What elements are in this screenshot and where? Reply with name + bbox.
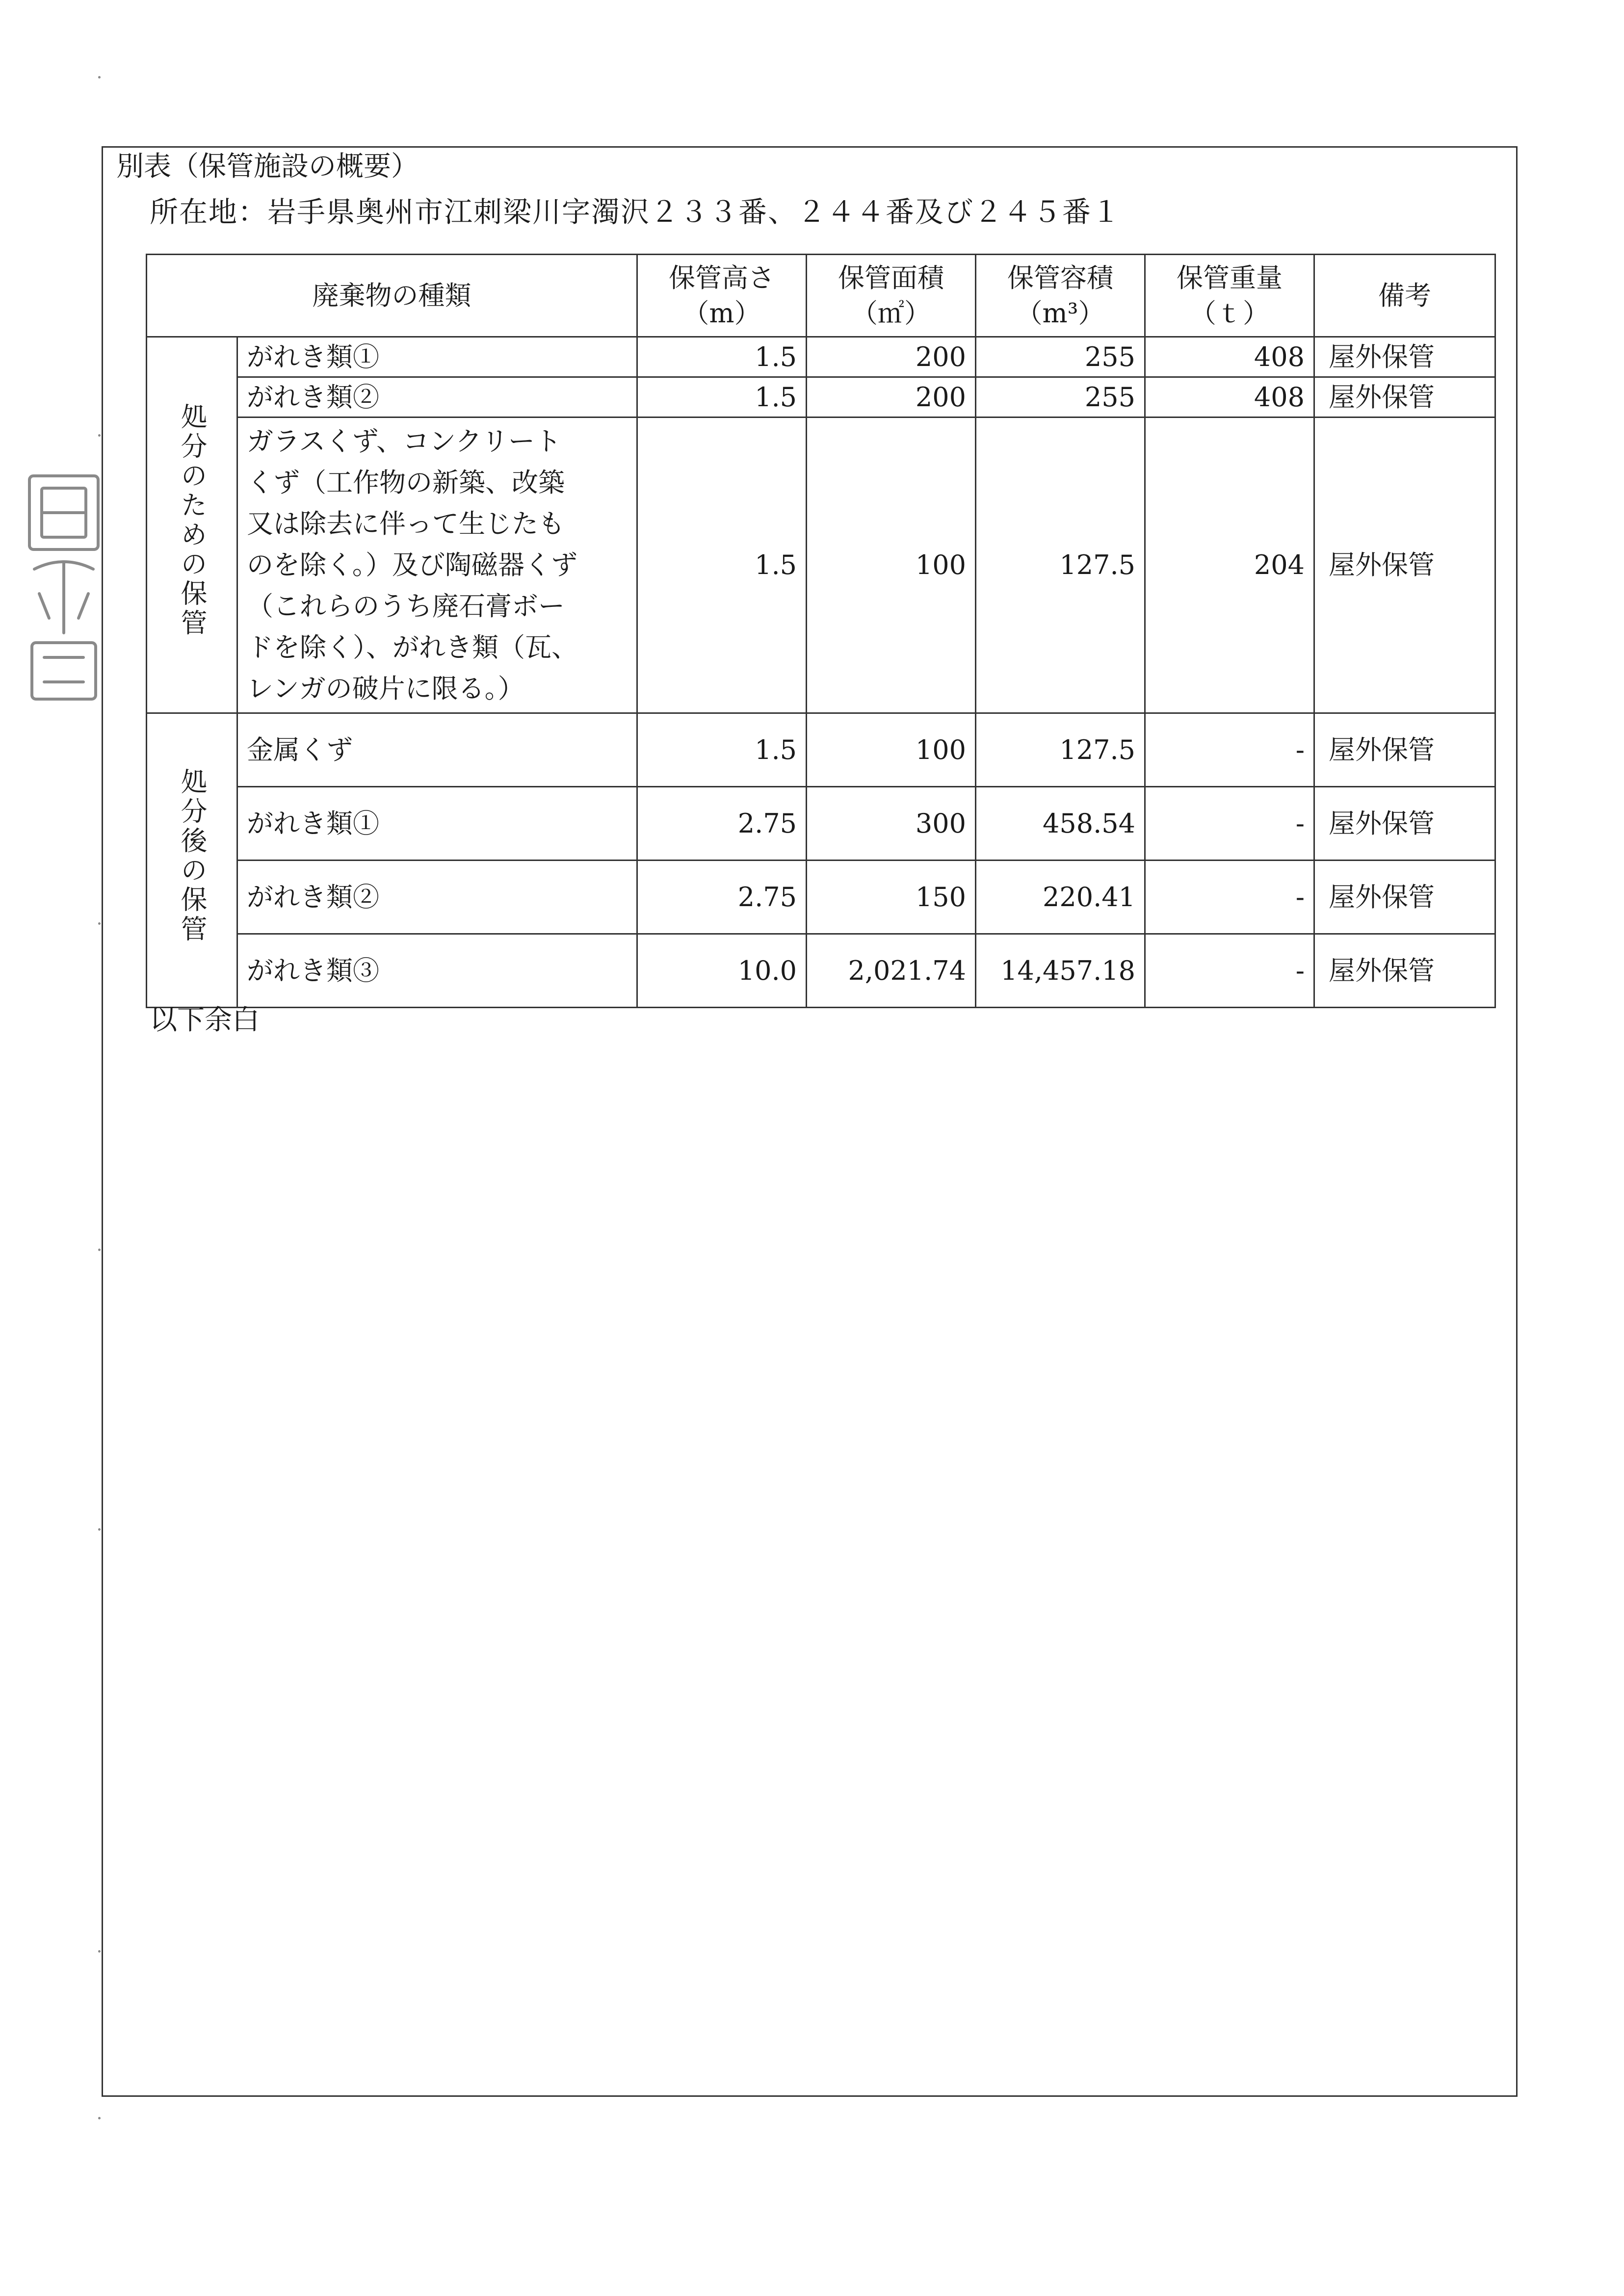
- storage-area: 100: [807, 417, 976, 713]
- remarks: 屋外保管: [1314, 337, 1495, 377]
- table-row: [147, 861, 1495, 934]
- scan-mark: [98, 434, 101, 437]
- table-row: [147, 713, 1495, 787]
- table-row: [147, 337, 1495, 377]
- waste-type: がれき類③: [237, 934, 637, 1008]
- waste-type-line: ドを除く）、がれき類（瓦、: [247, 632, 578, 663]
- header-height: 保管高さ （m）: [637, 255, 807, 337]
- storage-weight: 408: [1145, 377, 1314, 417]
- storage-height: 10.0: [637, 934, 807, 1008]
- remarks: 屋外保管: [1314, 934, 1495, 1008]
- category-cell: [147, 337, 237, 713]
- storage-volume: 458.54: [976, 787, 1145, 861]
- storage-volume: 14,457.18: [976, 934, 1145, 1008]
- table-row: [147, 377, 1495, 417]
- storage-volume: 255: [976, 337, 1145, 377]
- header-area: 保管面積 （㎡）: [807, 255, 976, 337]
- storage-volume: 127.5: [976, 417, 1145, 713]
- waste-type: がれき類①: [237, 337, 637, 377]
- storage-height: 1.5: [637, 377, 807, 417]
- table-row: [147, 787, 1495, 861]
- waste-type-line: レンガの破片に限る。）: [247, 673, 524, 704]
- waste-type: がれき類②: [237, 377, 637, 417]
- waste-type-line: くず（工作物の新築、改築: [247, 467, 565, 498]
- storage-area: 200: [807, 377, 976, 417]
- waste-type-line: ガラスくず、コンクリート: [247, 426, 561, 457]
- storage-weight: 408: [1145, 337, 1314, 377]
- remarks: 屋外保管: [1314, 377, 1495, 417]
- scan-mark: [98, 1950, 101, 1953]
- remarks: 屋外保管: [1314, 787, 1495, 861]
- storage-area: 2,021.74: [807, 934, 976, 1008]
- waste-type: がれき類①: [237, 787, 637, 861]
- header-weight: 保管重量 （ｔ）: [1145, 255, 1314, 337]
- table-row: [147, 417, 1495, 713]
- scan-mark: [98, 76, 101, 78]
- storage-weight: -: [1145, 787, 1314, 861]
- scan-mark: [98, 1249, 101, 1251]
- storage-weight: -: [1145, 934, 1314, 1008]
- footer-note: 以下余白: [150, 1004, 260, 1036]
- header-type: 廃棄物の種類: [147, 255, 637, 337]
- remarks: 屋外保管: [1314, 861, 1495, 934]
- storage-height: 1.5: [637, 417, 807, 713]
- waste-type: がれき類②: [237, 861, 637, 934]
- storage-area: 100: [807, 713, 976, 787]
- storage-facility-table: [146, 254, 1496, 1008]
- category-label: 処分後の保管: [177, 767, 208, 944]
- scan-mark: [98, 1528, 101, 1531]
- storage-height: 2.75: [637, 861, 807, 934]
- storage-volume: 127.5: [976, 713, 1145, 787]
- storage-area: 300: [807, 787, 976, 861]
- location-line: 所在地：岩手県奥州市江刺梁川字濁沢２３３番、２４４番及び２４５番１: [150, 195, 1122, 229]
- storage-area: 150: [807, 861, 976, 934]
- header-remarks: 備考: [1314, 255, 1495, 337]
- waste-type-multiline: [237, 417, 637, 713]
- table-row: [147, 934, 1495, 1008]
- waste-type: 金属くず: [237, 713, 637, 787]
- waste-type-line: （これらのうち廃石膏ボー: [247, 591, 565, 622]
- storage-height: 2.75: [637, 787, 807, 861]
- category-label: 処分のための保管: [177, 403, 208, 638]
- storage-weight: 204: [1145, 417, 1314, 713]
- storage-weight: -: [1145, 713, 1314, 787]
- remarks: 屋外保管: [1314, 713, 1495, 787]
- waste-type-line: 又は除去に伴って生じたも: [247, 508, 565, 539]
- storage-volume: 255: [976, 377, 1145, 417]
- header-volume: 保管容積 （m³）: [976, 255, 1145, 337]
- storage-area: 200: [807, 337, 976, 377]
- storage-height: 1.5: [637, 337, 807, 377]
- storage-weight: -: [1145, 861, 1314, 934]
- storage-volume: 220.41: [976, 861, 1145, 934]
- waste-type-line: のを除く。）及び陶磁器くず: [247, 549, 577, 580]
- storage-height: 1.5: [637, 713, 807, 787]
- scan-mark: [98, 2117, 101, 2119]
- remarks: 屋外保管: [1314, 417, 1495, 713]
- scan-mark: [98, 922, 101, 925]
- category-cell: [147, 713, 237, 1008]
- table-header-row: [147, 255, 1495, 337]
- document-heading: 別表（保管施設の概要）: [116, 151, 419, 183]
- seal-stamp-icon: [15, 471, 108, 706]
